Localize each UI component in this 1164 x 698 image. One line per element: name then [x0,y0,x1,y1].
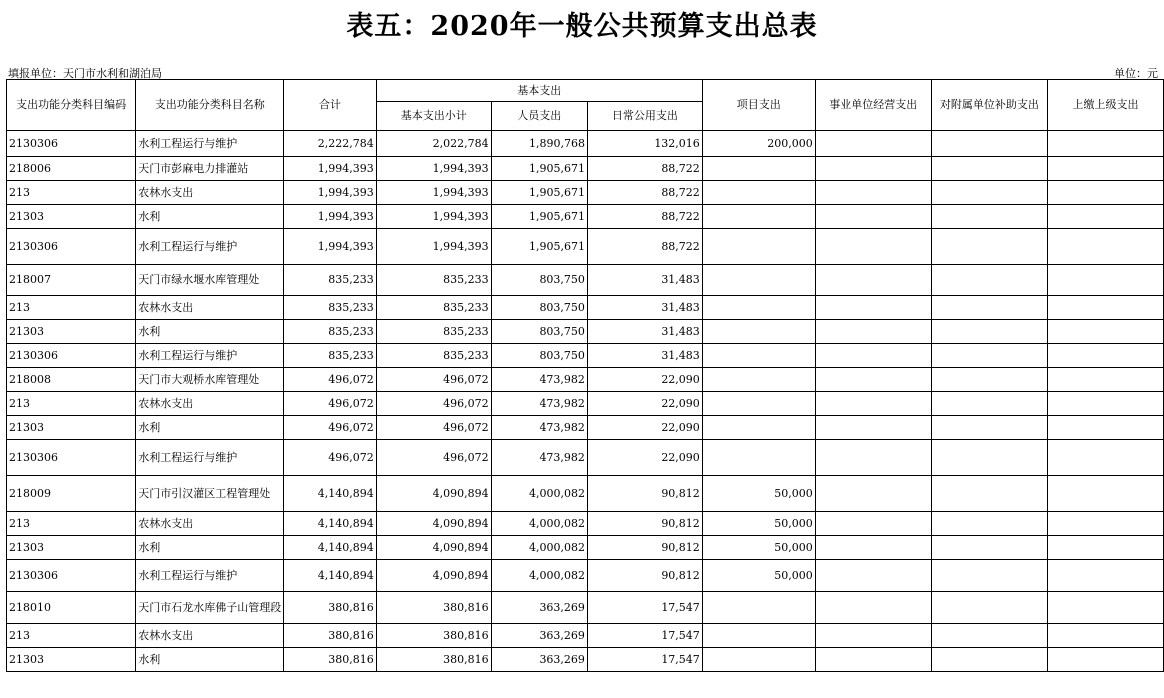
project-cell [702,368,815,392]
subsidy-cell [931,416,1047,440]
table-row [7,205,1164,229]
total-cell: 4,140,894 [284,512,376,536]
daily-cell: 31,483 [587,344,702,368]
basic-subtotal-cell: 380,816 [376,648,491,672]
project-cell: 50,000 [702,476,815,512]
personnel-cell: 4,000,082 [491,536,587,560]
personnel-cell: 1,905,671 [491,181,587,205]
upper-cell [1048,296,1164,320]
basic-subtotal-cell: 380,816 [376,624,491,648]
daily-cell: 90,812 [587,476,702,512]
business-cell [815,265,931,296]
business-cell [815,624,931,648]
project-cell [702,181,815,205]
business-cell [815,560,931,592]
project-cell [702,392,815,416]
upper-cell [1048,320,1164,344]
expenditure-table [6,79,1164,672]
page-title: 表五：2020年一般公共预算支出总表 [346,11,818,42]
currency-unit: 单位：元 [1114,67,1158,80]
subsidy-cell [931,265,1047,296]
basic-subtotal-cell: 835,233 [376,344,491,368]
code-cell: 2130306 [7,344,136,368]
upper-cell [1048,512,1164,536]
name-cell: 水利工程运行与维护 [136,131,284,157]
table-row [7,648,1164,672]
header-basic-group: 基本支出 [376,80,702,102]
table-row [7,512,1164,536]
code-cell: 2130306 [7,131,136,157]
total-cell: 496,072 [284,368,376,392]
subsidy-cell [931,344,1047,368]
project-cell: 200,000 [702,131,815,157]
basic-subtotal-cell: 4,090,894 [376,512,491,536]
upper-cell [1048,416,1164,440]
code-cell: 213 [7,392,136,416]
header-total: 合计 [284,80,376,131]
name-cell: 农林水支出 [136,296,284,320]
personnel-cell: 473,982 [491,392,587,416]
code-cell: 21303 [7,416,136,440]
basic-subtotal-cell: 4,090,894 [376,536,491,560]
personnel-cell: 363,269 [491,624,587,648]
basic-subtotal-cell: 4,090,894 [376,560,491,592]
project-cell [702,229,815,265]
subsidy-cell [931,131,1047,157]
name-cell: 水利 [136,320,284,344]
business-cell [815,476,931,512]
code-cell: 21303 [7,205,136,229]
project-cell [702,416,815,440]
daily-cell: 88,722 [587,181,702,205]
business-cell [815,181,931,205]
subsidy-cell [931,157,1047,181]
project-cell: 50,000 [702,512,815,536]
basic-subtotal-cell: 4,090,894 [376,476,491,512]
code-cell: 2130306 [7,440,136,476]
business-cell [815,368,931,392]
daily-cell: 17,547 [587,648,702,672]
basic-subtotal-cell: 380,816 [376,592,491,624]
total-cell: 1,994,393 [284,181,376,205]
upper-cell [1048,157,1164,181]
name-cell: 水利工程运行与维护 [136,229,284,265]
basic-subtotal-cell: 496,072 [376,440,491,476]
name-cell: 水利 [136,648,284,672]
basic-subtotal-cell: 496,072 [376,416,491,440]
upper-cell [1048,624,1164,648]
business-cell [815,131,931,157]
name-cell: 农林水支出 [136,512,284,536]
project-cell [702,157,815,181]
basic-subtotal-cell: 1,994,393 [376,181,491,205]
personnel-cell: 1,905,671 [491,157,587,181]
project-cell [702,265,815,296]
project-cell: 50,000 [702,536,815,560]
name-cell: 天门市大观桥水库管理处 [136,368,284,392]
daily-cell: 90,812 [587,512,702,536]
project-cell: 50,000 [702,560,815,592]
basic-subtotal-cell: 2,022,784 [376,131,491,157]
name-cell: 水利工程运行与维护 [136,440,284,476]
personnel-cell: 473,982 [491,416,587,440]
business-cell [815,205,931,229]
code-cell: 213 [7,512,136,536]
project-cell [702,648,815,672]
header-subsidy: 对附属单位补助支出 [931,80,1047,131]
daily-cell: 132,016 [587,131,702,157]
header-name: 支出功能分类科目名称 [136,80,284,131]
name-cell: 天门市绿水堰水库管理处 [136,265,284,296]
basic-subtotal-cell: 835,233 [376,296,491,320]
total-cell: 835,233 [284,296,376,320]
business-cell [815,296,931,320]
header-code: 支出功能分类科目编码 [7,80,136,131]
daily-cell: 31,483 [587,296,702,320]
personnel-cell: 4,000,082 [491,512,587,536]
total-cell: 1,994,393 [284,229,376,265]
table-row [7,560,1164,592]
upper-cell [1048,265,1164,296]
business-cell [815,440,931,476]
business-cell [815,648,931,672]
name-cell: 农林水支出 [136,181,284,205]
business-cell [815,157,931,181]
total-cell: 835,233 [284,320,376,344]
project-cell [702,344,815,368]
name-cell: 水利工程运行与维护 [136,344,284,368]
table-row [7,265,1164,296]
total-cell: 1,994,393 [284,157,376,181]
code-cell: 213 [7,181,136,205]
subsidy-cell [931,205,1047,229]
upper-cell [1048,592,1164,624]
code-cell: 218010 [7,592,136,624]
basic-subtotal-cell: 835,233 [376,320,491,344]
name-cell: 农林水支出 [136,624,284,648]
table-row [7,392,1164,416]
business-cell [815,592,931,624]
table-body [7,131,1164,672]
daily-cell: 22,090 [587,392,702,416]
total-cell: 380,816 [284,624,376,648]
daily-cell: 88,722 [587,157,702,181]
upper-cell [1048,344,1164,368]
total-cell: 835,233 [284,265,376,296]
basic-subtotal-cell: 1,994,393 [376,229,491,265]
code-cell: 218006 [7,157,136,181]
name-cell: 天门市彭麻电力排灌站 [136,157,284,181]
table-row [7,536,1164,560]
code-cell: 218009 [7,476,136,512]
header-daily: 日常公用支出 [587,102,702,131]
subsidy-cell [931,476,1047,512]
table-row [7,181,1164,205]
business-cell [815,512,931,536]
upper-cell [1048,229,1164,265]
subsidy-cell [931,229,1047,265]
code-cell: 218008 [7,368,136,392]
subsidy-cell [931,368,1047,392]
subsidy-cell [931,440,1047,476]
total-cell: 4,140,894 [284,560,376,592]
personnel-cell: 1,890,768 [491,131,587,157]
header-business: 事业单位经营支出 [815,80,931,131]
project-cell [702,205,815,229]
table-row [7,344,1164,368]
subsidy-cell [931,624,1047,648]
table-row [7,320,1164,344]
project-cell [702,320,815,344]
total-cell: 4,140,894 [284,476,376,512]
table-row [7,131,1164,157]
upper-cell [1048,205,1164,229]
code-cell: 2130306 [7,229,136,265]
daily-cell: 17,547 [587,592,702,624]
header-personnel: 人员支出 [491,102,587,131]
name-cell: 天门市引汉灌区工程管理处 [136,476,284,512]
personnel-cell: 363,269 [491,648,587,672]
upper-cell [1048,131,1164,157]
subsidy-cell [931,392,1047,416]
code-cell: 21303 [7,536,136,560]
daily-cell: 22,090 [587,416,702,440]
business-cell [815,229,931,265]
subsidy-cell [931,512,1047,536]
daily-cell: 22,090 [587,440,702,476]
basic-subtotal-cell: 496,072 [376,368,491,392]
code-cell: 213 [7,624,136,648]
total-cell: 835,233 [284,344,376,368]
name-cell: 天门市石龙水库佛子山管理段 [136,592,284,624]
subsidy-cell [931,296,1047,320]
total-cell: 496,072 [284,416,376,440]
upper-cell [1048,560,1164,592]
personnel-cell: 803,750 [491,296,587,320]
table-row [7,157,1164,181]
table-row [7,416,1164,440]
total-cell: 496,072 [284,392,376,416]
table-row [7,440,1164,476]
project-cell [702,440,815,476]
code-cell: 21303 [7,648,136,672]
personnel-cell: 4,000,082 [491,476,587,512]
personnel-cell: 1,905,671 [491,229,587,265]
subsidy-cell [931,320,1047,344]
daily-cell: 90,812 [587,536,702,560]
basic-subtotal-cell: 835,233 [376,265,491,296]
table-header [7,80,1164,131]
daily-cell: 88,722 [587,205,702,229]
business-cell [815,392,931,416]
personnel-cell: 1,905,671 [491,205,587,229]
upper-cell [1048,440,1164,476]
personnel-cell: 803,750 [491,265,587,296]
total-cell: 380,816 [284,648,376,672]
basic-subtotal-cell: 1,994,393 [376,205,491,229]
table-row [7,624,1164,648]
table-row [7,296,1164,320]
personnel-cell: 803,750 [491,320,587,344]
personnel-cell: 803,750 [491,344,587,368]
upper-cell [1048,392,1164,416]
table-row [7,476,1164,512]
total-cell: 4,140,894 [284,536,376,560]
personnel-cell: 473,982 [491,368,587,392]
subsidy-cell [931,181,1047,205]
code-cell: 218007 [7,265,136,296]
reporting-unit: 填报单位：天门市水利和湖泊局 [8,67,162,80]
subsidy-cell [931,536,1047,560]
daily-cell: 22,090 [587,368,702,392]
business-cell [815,416,931,440]
header-project: 项目支出 [702,80,815,131]
name-cell: 水利 [136,205,284,229]
name-cell: 水利工程运行与维护 [136,560,284,592]
code-cell: 2130306 [7,560,136,592]
subsidy-cell [931,592,1047,624]
basic-subtotal-cell: 496,072 [376,392,491,416]
header-upper: 上缴上级支出 [1048,80,1164,131]
code-cell: 21303 [7,320,136,344]
business-cell [815,320,931,344]
upper-cell [1048,536,1164,560]
total-cell: 2,222,784 [284,131,376,157]
upper-cell [1048,181,1164,205]
business-cell [815,536,931,560]
name-cell: 农林水支出 [136,392,284,416]
table-row [7,368,1164,392]
table-row [7,592,1164,624]
upper-cell [1048,476,1164,512]
project-cell [702,296,815,320]
daily-cell: 17,547 [587,624,702,648]
daily-cell: 31,483 [587,265,702,296]
business-cell [815,344,931,368]
subsidy-cell [931,648,1047,672]
subsidy-cell [931,560,1047,592]
daily-cell: 88,722 [587,229,702,265]
total-cell: 496,072 [284,440,376,476]
name-cell: 水利 [136,536,284,560]
personnel-cell: 473,982 [491,440,587,476]
project-cell [702,624,815,648]
header-basic-subtotal: 基本支出小计 [376,102,491,131]
basic-subtotal-cell: 1,994,393 [376,157,491,181]
daily-cell: 31,483 [587,320,702,344]
upper-cell [1048,368,1164,392]
upper-cell [1048,648,1164,672]
project-cell [702,592,815,624]
name-cell: 水利 [136,416,284,440]
code-cell: 213 [7,296,136,320]
total-cell: 380,816 [284,592,376,624]
table-row [7,229,1164,265]
total-cell: 1,994,393 [284,205,376,229]
daily-cell: 90,812 [587,560,702,592]
personnel-cell: 4,000,082 [491,560,587,592]
personnel-cell: 363,269 [491,592,587,624]
